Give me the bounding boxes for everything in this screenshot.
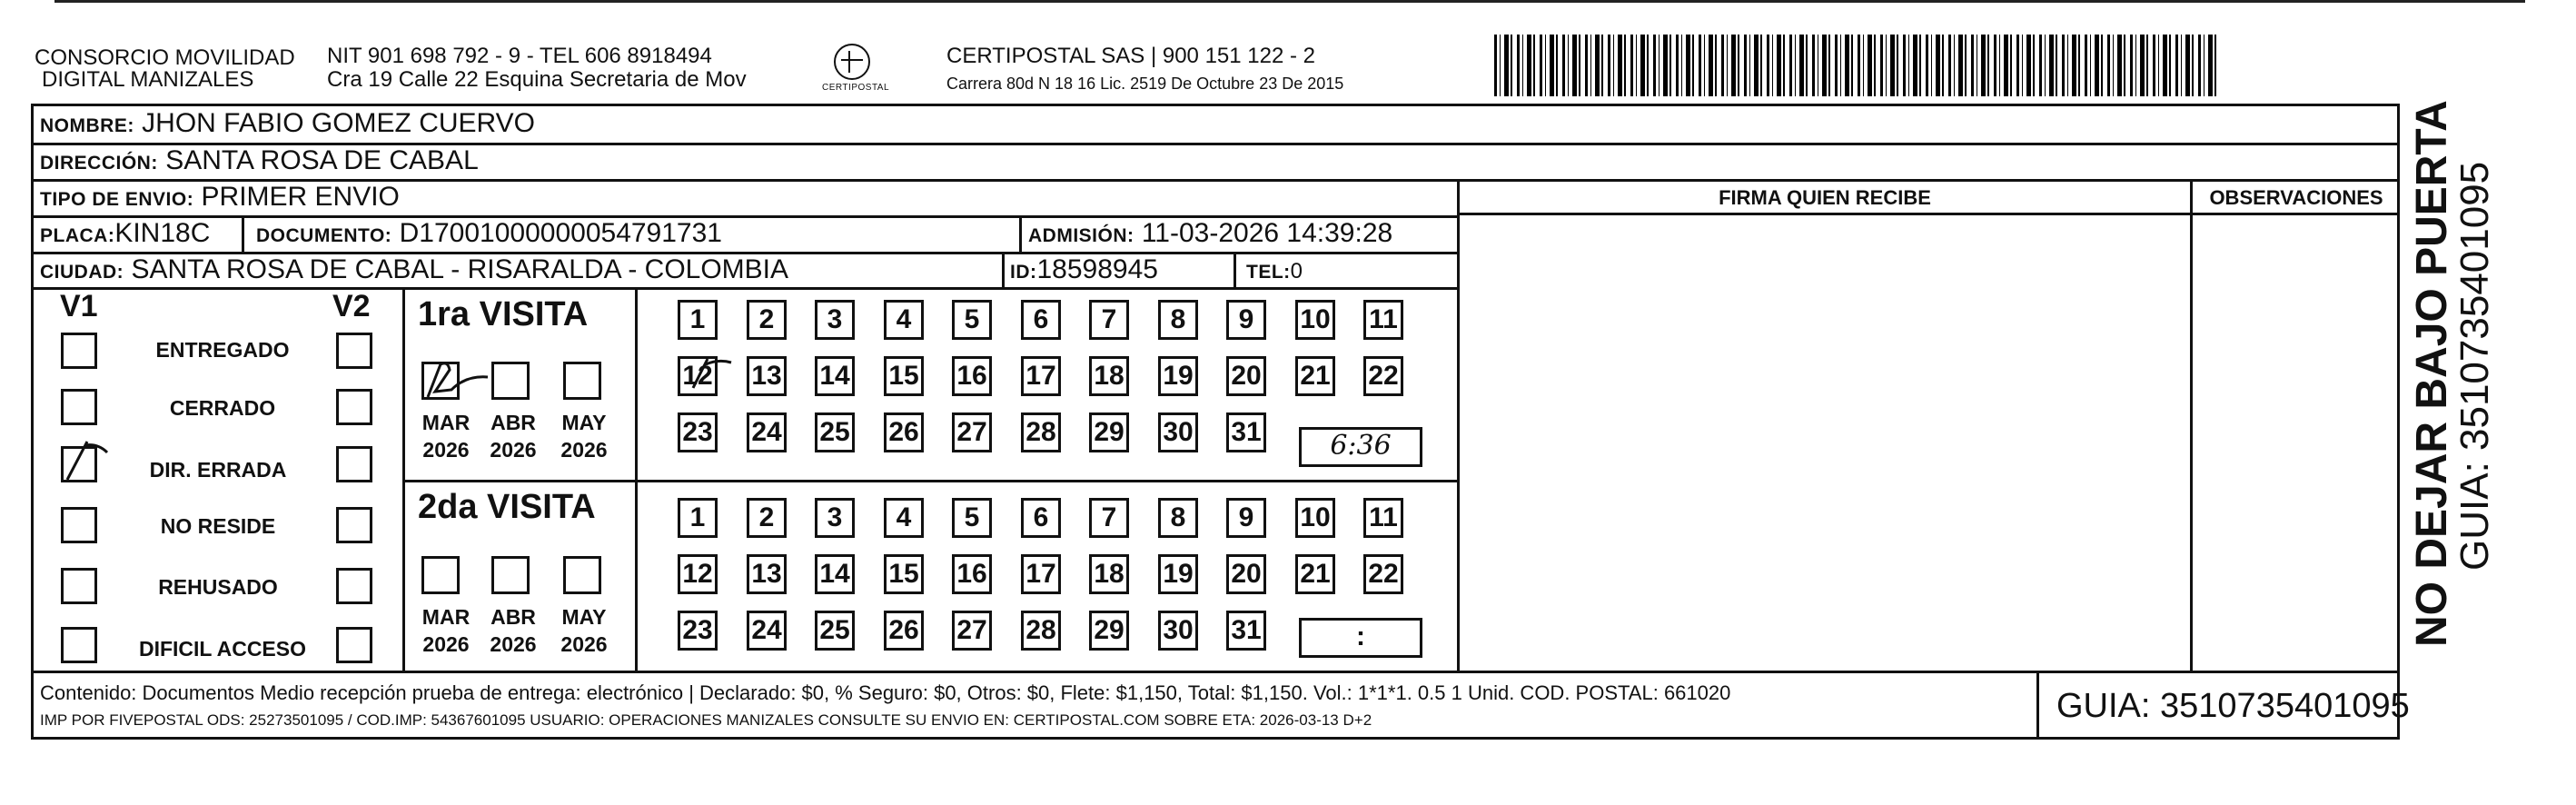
v2-rehusado-checkbox[interactable] [336, 568, 372, 604]
second-visit-month-mar-checkbox[interactable] [421, 556, 460, 594]
second-visit-month-may-checkbox[interactable] [563, 556, 601, 594]
side-guia-number: GUIA: 3510735401095 [2452, 161, 2497, 571]
documento-field [256, 217, 722, 253]
col-divider [1019, 215, 1022, 252]
month-year: 2026 [560, 438, 608, 462]
status-label: CERRADO [169, 396, 276, 420]
first-visit-day-9[interactable]: 9 [1226, 300, 1266, 340]
second-visit-day-27[interactable]: 27 [952, 611, 992, 651]
tipo-label: TIPO DE ENVIO: [40, 189, 194, 210]
tel-label: TEL: [1246, 262, 1291, 283]
first-visit-day-29[interactable]: 29 [1089, 412, 1129, 452]
status-label: ENTREGADO [155, 338, 290, 362]
row-divider [1460, 213, 2400, 215]
ciudad-label: CIUDAD: [40, 262, 124, 283]
month-name: MAY [561, 411, 607, 434]
col-divider [242, 215, 244, 252]
ciudad-field [40, 253, 788, 289]
admision-field [1028, 217, 1392, 253]
id-field [1010, 253, 1158, 289]
month-name: MAR [421, 411, 471, 434]
second-visit-day-23[interactable]: 23 [678, 611, 718, 651]
first-visit-day-28[interactable]: 28 [1021, 412, 1061, 452]
first-visit-day-19[interactable]: 19 [1158, 356, 1198, 396]
no-dejar-bajo-puerta-notice: NO DEJAR BAJO PUERTA [2408, 100, 2456, 647]
placa-label: PLACA: [40, 225, 115, 246]
month-year: 2026 [490, 632, 537, 656]
second-visit-month-abr-checkbox[interactable] [491, 556, 530, 594]
direccion-label: DIRECCIÓN: [40, 153, 158, 174]
month-year: 2026 [560, 632, 608, 656]
certipostal-logo-icon [834, 44, 870, 80]
second-visit-day-25[interactable]: 25 [815, 611, 855, 651]
second-visit-day-26[interactable]: 26 [884, 611, 924, 651]
top-edge-line [54, 0, 2525, 10]
first-visit-day-16[interactable]: 16 [952, 356, 992, 396]
footer-print-line: IMP POR FIVEPOSTAL ODS: 25273501095 / COD.IMP: 54367601095 USUARIO: OPERACIONES MANIZALES CONSULTE SU ENVIO EN: CERTIPOSTAL.COM SOBRE ETA: 2026-03-13 D+2 [40, 711, 1372, 729]
col-divider [1457, 179, 1460, 671]
v2-cerrado-checkbox[interactable] [336, 389, 372, 425]
first-visit-day-10[interactable]: 10 [1295, 300, 1335, 340]
handwritten-check-icon [421, 357, 493, 402]
month-name: MAY [561, 605, 607, 629]
second-visit-day-2[interactable]: 2 [747, 498, 787, 538]
first-visit-day-31[interactable]: 31 [1226, 412, 1266, 452]
month-year: 2026 [422, 632, 470, 656]
tel-value: 0 [1290, 259, 1303, 283]
second-visit-day-4[interactable]: 4 [884, 498, 924, 538]
second-visit-day-16[interactable]: 16 [952, 554, 992, 594]
first-visit-day-24[interactable]: 24 [747, 412, 787, 452]
first-visit-day-14[interactable]: 14 [815, 356, 855, 396]
v1-dir-errada-checkbox[interactable] [61, 446, 97, 482]
company-name-line-2: DIGITAL MANIZALES [42, 67, 254, 92]
admision-label: ADMISIÓN: [1028, 225, 1134, 246]
month-year: 2026 [422, 438, 470, 462]
courier-line: CERTIPOSTAL SAS | 900 151 122 - 2 [946, 44, 1315, 68]
first-visit-day-3[interactable]: 3 [815, 300, 855, 340]
v2-dir-errada-checkbox[interactable] [336, 446, 372, 482]
v1-no-reside-checkbox[interactable] [61, 507, 97, 543]
second-visit-day-20[interactable]: 20 [1226, 554, 1266, 594]
documento-label: DOCUMENTO: [256, 225, 392, 246]
second-visit-day-30[interactable]: 30 [1158, 611, 1198, 651]
first-visit-day-18[interactable]: 18 [1089, 356, 1129, 396]
first-visit-day-26[interactable]: 26 [884, 412, 924, 452]
first-visit-title: 1ra VISITA [418, 295, 589, 333]
col-divider [2036, 671, 2039, 740]
first-visit-day-25[interactable]: 25 [815, 412, 855, 452]
company-name-line-1: CONSORCIO MOVILIDAD [35, 45, 295, 70]
first-visit-day-22[interactable]: 22 [1363, 356, 1403, 396]
month-name: MAR [421, 605, 471, 629]
second-visit-day-10[interactable]: 10 [1295, 498, 1335, 538]
nombre-field [40, 107, 535, 143]
v2-no-reside-checkbox[interactable] [336, 507, 372, 543]
v2-entregado-checkbox[interactable] [336, 333, 372, 369]
col-divider [402, 287, 405, 671]
col-divider [1234, 252, 1236, 287]
second-visit-day-8[interactable]: 8 [1158, 498, 1198, 538]
first-visit-day-6[interactable]: 6 [1021, 300, 1061, 340]
logo-text: CERTIPOSTAL [822, 83, 890, 93]
status-label: DIFICIL ACCESO [138, 637, 306, 661]
second-visit-day-14[interactable]: 14 [815, 554, 855, 594]
firma-column-header: FIRMA QUIEN RECIBE [1719, 186, 1931, 209]
second-visit-day-28[interactable]: 28 [1021, 611, 1061, 651]
id-label: ID: [1010, 262, 1037, 283]
status-label: REHUSADO [158, 575, 278, 599]
second-visit-day-9[interactable]: 9 [1226, 498, 1266, 538]
first-visit-month-abr-checkbox[interactable] [491, 362, 530, 400]
month-label [552, 603, 616, 658]
second-visit-day-22[interactable]: 22 [1363, 554, 1403, 594]
first-visit-day-4[interactable]: 4 [884, 300, 924, 340]
footer-contents-line: Contenido: Documentos Medio recepción prueba de entrega: electrónico | Declarado: $0, % Seguro: $0, Otros: $0, Flete: $1,150, Total: $1,150. Vol.: 1*1*1. 0.5 1 Unid. COD. POSTAL: 661020 [40, 681, 1731, 704]
month-name: ABR [490, 605, 536, 629]
month-label [481, 409, 545, 463]
tel-field [1246, 253, 1303, 289]
second-visit-day-1[interactable]: 1 [678, 498, 718, 538]
second-visit-day-3[interactable]: 3 [815, 498, 855, 538]
first-visit-day-8[interactable]: 8 [1158, 300, 1198, 340]
v2-dificil-acceso-checkbox[interactable] [336, 627, 372, 663]
tipo-value: PRIMER ENVIO [201, 182, 400, 212]
handwritten-check-icon [58, 438, 113, 483]
placa-value: KIN18C [114, 218, 211, 248]
second-visit-day-5[interactable]: 5 [952, 498, 992, 538]
handwritten-check-icon [688, 355, 733, 392]
second-visit-day-7[interactable]: 7 [1089, 498, 1129, 538]
status-label: DIR. ERRADA [149, 458, 287, 482]
first-visit-day-23[interactable]: 23 [678, 412, 718, 452]
status-label: NO RESIDE [160, 514, 276, 538]
second-visit-day-15[interactable]: 15 [884, 554, 924, 594]
first-visit-day-20[interactable]: 20 [1226, 356, 1266, 396]
observaciones-column-header: OBSERVACIONES [2209, 186, 2383, 209]
v1-entregado-checkbox[interactable] [61, 333, 97, 369]
direccion-field [40, 144, 479, 180]
month-label [414, 603, 478, 658]
second-visit-day-29[interactable]: 29 [1089, 611, 1129, 651]
guia-number: GUIA: 3510735401095 [2056, 687, 2410, 725]
second-visit-day-12[interactable]: 12 [678, 554, 718, 594]
id-value: 18598945 [1036, 254, 1158, 284]
month-label [481, 603, 545, 658]
courier-address: Carrera 80d N 18 16 Lic. 2519 De Octubre 23 De 2015 [946, 75, 1344, 93]
first-visit-hour-field[interactable]: 6:36 [1299, 427, 1422, 467]
admision-value: 11-03-2026 14:39:28 [1141, 218, 1393, 248]
month-name: ABR [490, 411, 536, 434]
nombre-label: NOMBRE: [40, 115, 134, 136]
first-visit-day-17[interactable]: 17 [1021, 356, 1061, 396]
second-visit-day-13[interactable]: 13 [747, 554, 787, 594]
first-visit-day-30[interactable]: 30 [1158, 412, 1198, 452]
placa-field [40, 217, 210, 253]
first-visit-day-7[interactable]: 7 [1089, 300, 1129, 340]
first-visit-day-12[interactable]: 12 [678, 356, 718, 396]
first-visit-day-13[interactable]: 13 [747, 356, 787, 396]
direccion-value: SANTA ROSA DE CABAL [165, 145, 479, 175]
col-divider [1002, 252, 1005, 287]
second-visit-day-19[interactable]: 19 [1158, 554, 1198, 594]
visit-divider [402, 480, 1460, 482]
second-visit-day-11[interactable]: 11 [1363, 498, 1403, 538]
tipo-envio-field [40, 181, 400, 216]
documento-value: D17001000000054791731 [399, 218, 722, 248]
sender-address: Cra 19 Calle 22 Esquina Secretaria de Mov [327, 67, 747, 92]
v1-dificil-acceso-checkbox[interactable] [61, 627, 97, 663]
barcode [1494, 35, 2216, 96]
v1-rehusado-checkbox[interactable] [61, 568, 97, 604]
v1-header: V1 [60, 289, 98, 323]
first-visit-day-27[interactable]: 27 [952, 412, 992, 452]
month-year: 2026 [490, 438, 537, 462]
month-label [414, 409, 478, 463]
first-visit-day-15[interactable]: 15 [884, 356, 924, 396]
footer-divider [31, 671, 2400, 673]
nit-line: NIT 901 698 792 - 9 - TEL 606 8918494 [327, 44, 712, 68]
first-visit-month-mar-checkbox[interactable] [421, 362, 460, 400]
ciudad-value: SANTA ROSA DE CABAL - RISARALDA - COLOMBIA [131, 254, 789, 284]
first-visit-day-21[interactable]: 21 [1295, 356, 1335, 396]
second-visit-day-18[interactable]: 18 [1089, 554, 1129, 594]
second-visit-title: 2da VISITA [418, 488, 596, 526]
first-visit-day-2[interactable]: 2 [747, 300, 787, 340]
first-visit-day-5[interactable]: 5 [952, 300, 992, 340]
second-visit-hour-field[interactable]: : [1299, 618, 1422, 658]
v2-header: V2 [332, 289, 371, 323]
nombre-value: JHON FABIO GOMEZ CUERVO [142, 108, 536, 138]
second-visit-day-24[interactable]: 24 [747, 611, 787, 651]
first-visit-day-1[interactable]: 1 [678, 300, 718, 340]
second-visit-day-31[interactable]: 31 [1226, 611, 1266, 651]
second-visit-day-6[interactable]: 6 [1021, 498, 1061, 538]
second-visit-day-17[interactable]: 17 [1021, 554, 1061, 594]
first-visit-day-11[interactable]: 11 [1363, 300, 1403, 340]
v1-cerrado-checkbox[interactable] [61, 389, 97, 425]
first-visit-month-may-checkbox[interactable] [563, 362, 601, 400]
second-visit-day-21[interactable]: 21 [1295, 554, 1335, 594]
col-divider [635, 287, 638, 671]
month-label [552, 409, 616, 463]
col-divider [2190, 179, 2193, 671]
